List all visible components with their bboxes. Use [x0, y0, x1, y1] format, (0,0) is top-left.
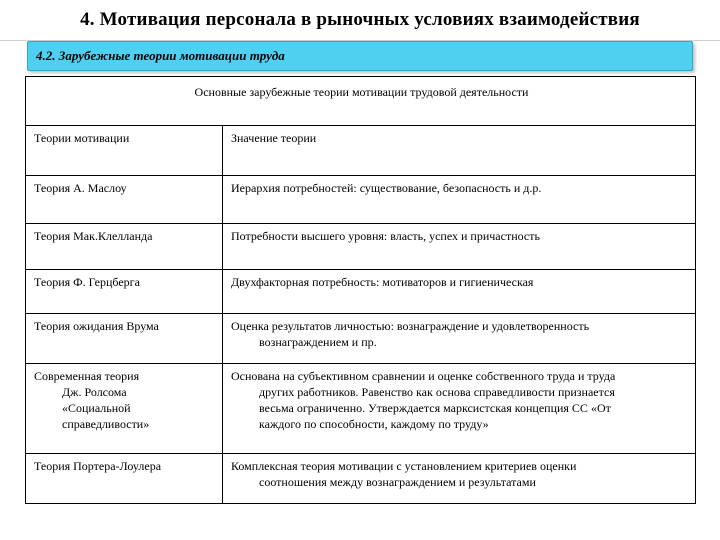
meaning-line: каждого по способности, каждому по труду»: [259, 417, 489, 431]
meaning-line: весьма ограниченно. Утверждается марксистская концепция СС «От: [259, 401, 611, 415]
section-subtitle: 4.2. Зарубежные теории мотивации труда: [36, 48, 285, 63]
meaning-line: Основана на субъективном сравнении и оценке собственного труда и труда: [231, 369, 616, 383]
meaning-cell: [223, 364, 696, 454]
theory-line: Теория А. Маслоу: [34, 181, 127, 195]
table-caption: Основные зарубежные теории мотивации трудовой деятельности: [26, 77, 696, 126]
table-header-row: [26, 126, 696, 176]
theory-line: Современная теория: [34, 369, 140, 383]
theory-cell: [26, 224, 223, 270]
table-row: [26, 364, 696, 454]
theory-cell: [26, 454, 223, 504]
meaning-cell: [223, 176, 696, 224]
meaning-line: Иерархия потребностей: существование, безопасность и д.р.: [231, 181, 542, 195]
table-caption-row: [26, 77, 696, 126]
motivation-theories-table: [25, 76, 696, 504]
meaning-cell: [223, 314, 696, 364]
meaning-line: вознаграждением и пр.: [259, 335, 377, 349]
theory-cell: [26, 176, 223, 224]
meaning-cell: [223, 270, 696, 314]
table-row: [26, 314, 696, 364]
section-subtitle-bar: [27, 41, 693, 71]
meaning-line: Комплексная теория мотивации с установлением критериев оценки: [231, 459, 577, 473]
meaning-line: соотношения между вознаграждением и результатами: [259, 475, 536, 489]
theory-line: справедливости»: [62, 417, 150, 431]
header-meaning: Значение теории: [223, 126, 696, 176]
theory-line: Теория Портера-Лоулера: [34, 459, 162, 473]
meaning-line: других работников. Равенство как основа справедливости признается: [259, 385, 615, 399]
table-row: [26, 270, 696, 314]
meaning-cell: [223, 454, 696, 504]
meaning-line: Оценка результатов личностью: вознаграждение и удовлетворенность: [231, 319, 590, 333]
theory-line: Дж. Ролсома: [62, 385, 127, 399]
meaning-line: Двухфакторная потребность: мотиваторов и гигиеническая: [231, 275, 534, 289]
theory-line: «Социальной: [62, 401, 131, 415]
theory-cell: [26, 314, 223, 364]
meaning-line: Потребности высшего уровня: власть, успех и причастность: [231, 229, 540, 243]
table-row: [26, 224, 696, 270]
slide-title: 4. Мотивация персонала в рыночных условиях взаимодействия: [0, 0, 720, 41]
theory-cell: [26, 364, 223, 454]
header-theory: Теории мотивации: [26, 126, 223, 176]
table-row: [26, 176, 696, 224]
theory-cell: [26, 270, 223, 314]
theory-line: Теория Ф. Герцберга: [34, 275, 140, 289]
theory-line: Теория ожидания Врума: [34, 319, 159, 333]
table-row: [26, 454, 696, 504]
meaning-cell: [223, 224, 696, 270]
theory-line: Теория Мак.Клелланда: [34, 229, 153, 243]
